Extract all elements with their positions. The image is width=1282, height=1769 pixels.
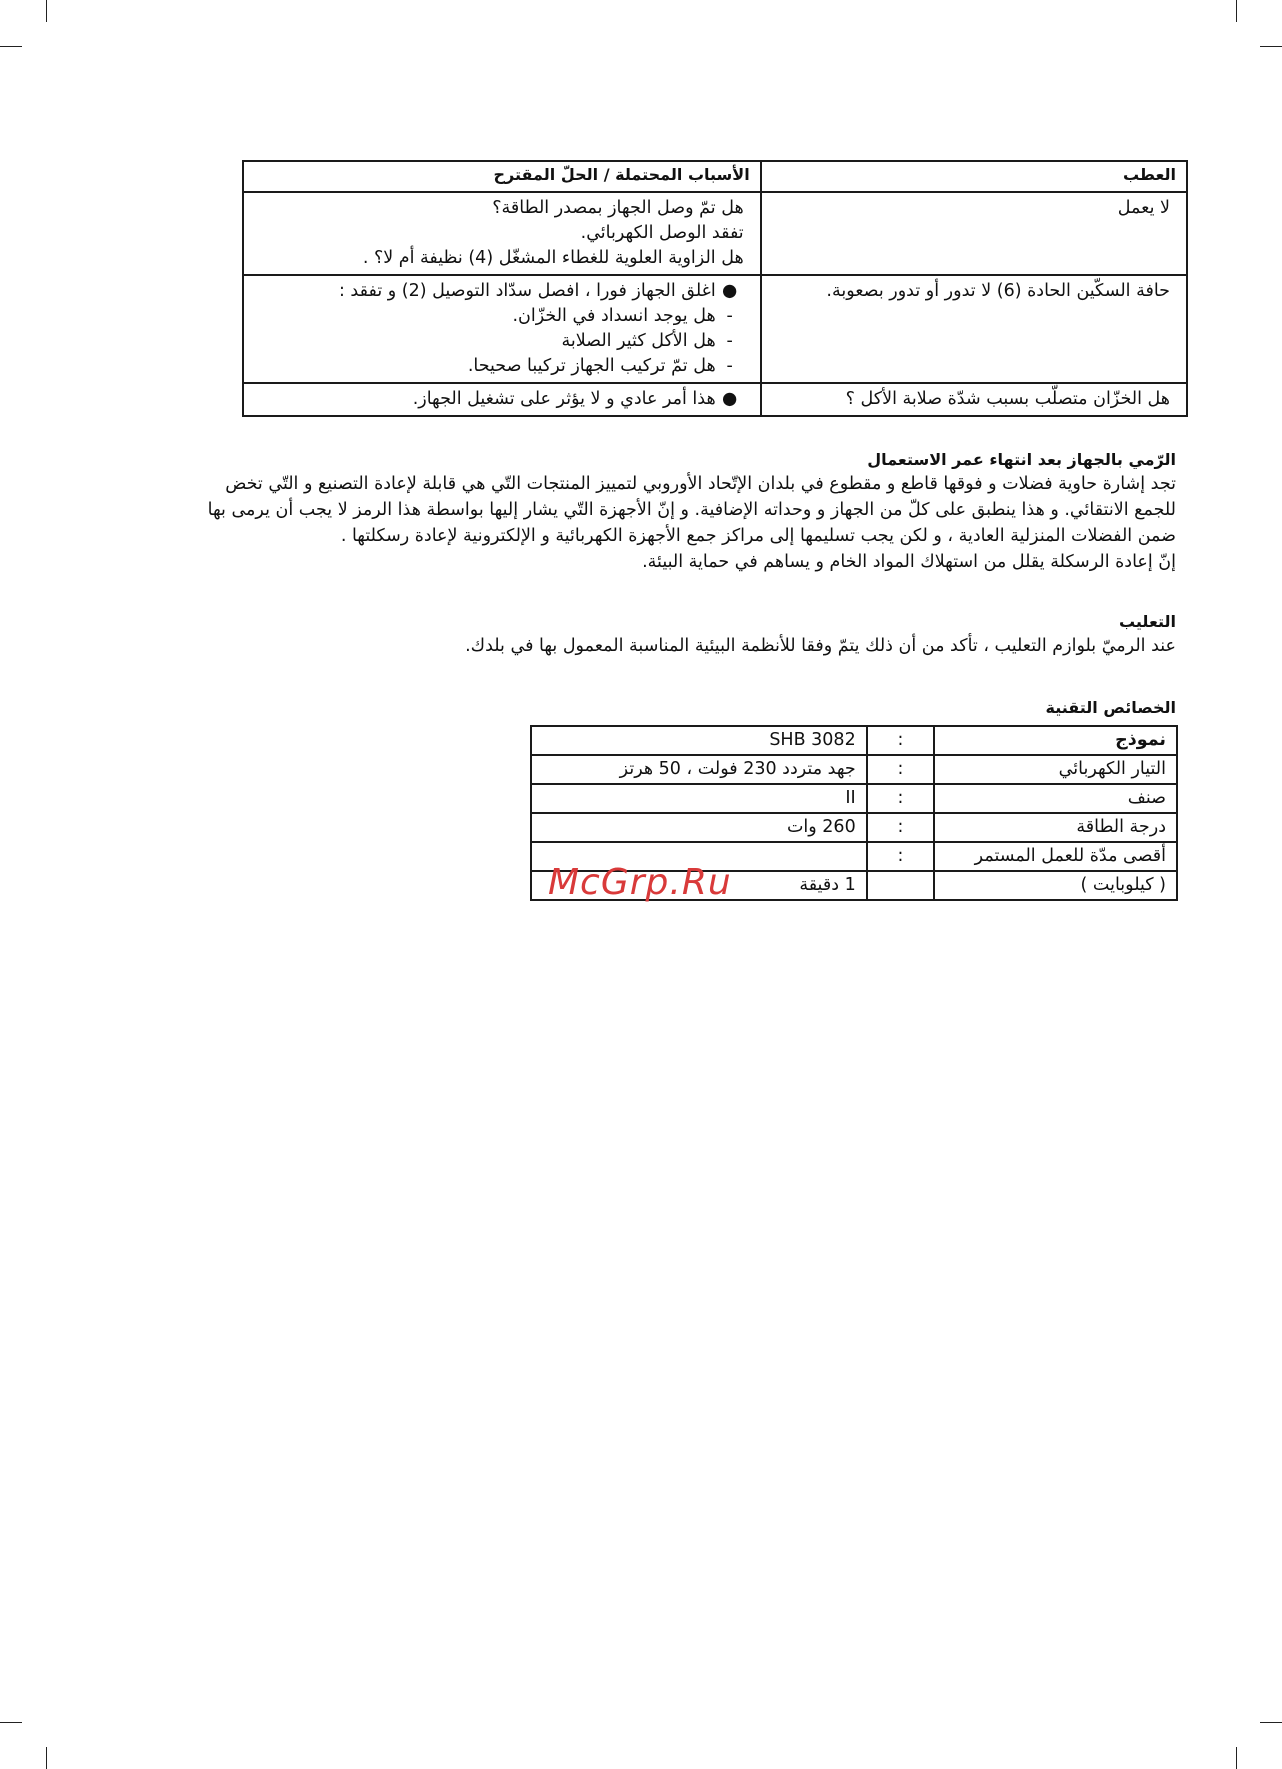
table-row bbox=[243, 383, 1187, 416]
spec-label: أقصى مدّة للعمل المستمر bbox=[934, 842, 1177, 871]
header-problem: العطب bbox=[761, 161, 1187, 192]
solution-line: تفقد الوصل الكهربائي. bbox=[580, 223, 744, 243]
watermark-logo: McGrp.Ru bbox=[548, 862, 732, 903]
dash-text: هل يوجد انسداد في الخزّان. bbox=[512, 306, 716, 326]
bullet-icon: ● bbox=[722, 281, 738, 301]
spec-colon: : bbox=[867, 755, 935, 784]
solution-cell bbox=[243, 275, 761, 383]
spec-colon-empty bbox=[867, 871, 935, 900]
spec-row bbox=[531, 813, 1177, 842]
bullet-icon: ● bbox=[722, 389, 738, 409]
spec-label: نموذج bbox=[934, 726, 1177, 755]
paragraph-line: إنّ إعادة الرسكلة يقلل من استهلاك المواد الخام و يساهم في حماية البيئة. bbox=[642, 552, 1176, 572]
header-solution: الأسباب المحتملة / الحلّ المقترح bbox=[243, 161, 761, 192]
spec-colon: : bbox=[867, 726, 935, 755]
bullet-item bbox=[256, 387, 744, 412]
paragraph-line: للجمع الانتقائي. و هذا ينطبق على كلّ من الجهاز و وحداته الإضافية. و إنّ الأجهزة التّي يشار إليها بواسطة هذا الرمز لا يجب أن يرمى بها bbox=[207, 500, 1176, 520]
problem-cell: حافة السكّين الحادة (6) لا تدور أو تدور بصعوبة. bbox=[761, 275, 1187, 383]
disposal-title: الرّمي بالجهاز بعد انتهاء عمر الاستعمال bbox=[867, 450, 1176, 469]
troubleshooting-table bbox=[242, 160, 1188, 417]
spec-value: II bbox=[531, 784, 867, 813]
spec-colon: : bbox=[867, 842, 935, 871]
spec-value: 260 وات bbox=[531, 813, 867, 842]
disposal-body bbox=[100, 471, 1176, 575]
bullet-item bbox=[256, 279, 744, 304]
dash-text: هل الأكل كثير الصلابة bbox=[561, 331, 716, 351]
solution-line: هل الزاوية العلوية للغطاء المشغّل (4) نظيفة أم لا؟ . bbox=[362, 248, 744, 268]
spec-label: ( كيلوبايت ) bbox=[934, 871, 1177, 900]
dash-text: هل تمّ تركيب الجهاز تركيبا صحيحا. bbox=[467, 356, 716, 376]
spec-row bbox=[531, 755, 1177, 784]
packaging-text: عند الرميّ بلوازم التعليب ، تأكد من أن ذلك يتمّ وفقا للأنظمة البيئية المناسبة المعمول بها في بلدك. bbox=[465, 636, 1176, 656]
problem-cell: لا يعمل bbox=[761, 192, 1187, 275]
solution-cell bbox=[243, 383, 761, 416]
spec-value bbox=[531, 726, 867, 755]
spec-row bbox=[531, 726, 1177, 755]
dash-icon: - bbox=[726, 306, 733, 326]
table-row bbox=[243, 192, 1187, 275]
spec-colon: : bbox=[867, 813, 935, 842]
packaging-section bbox=[200, 612, 1176, 659]
spec-value-text: SHB 3082 bbox=[769, 730, 856, 750]
solution-cell bbox=[243, 192, 761, 275]
spec-value: جهد متردد 230 فولت ، 50 هرتز bbox=[531, 755, 867, 784]
dash-item bbox=[256, 354, 744, 379]
dash-icon: - bbox=[726, 331, 733, 351]
spec-label: درجة الطاقة bbox=[934, 813, 1177, 842]
paragraph-line: تجد إشارة حاوية فضلات و فوقها قاطع و مقطوع في بلدان الإتّحاد الأوروبي لتمييز المنتجات التّي هي قابلة لإعادة التصنيع و التّي تخض bbox=[225, 474, 1176, 494]
packaging-title: التعليب bbox=[1118, 612, 1176, 631]
spec-row bbox=[531, 784, 1177, 813]
spec-colon: : bbox=[867, 784, 935, 813]
bullet-text: اغلق الجهاز فورا ، افصل سدّاد التوصيل (2) و تفقد : bbox=[338, 281, 716, 301]
specs-title: الخصائص التقنية bbox=[1045, 698, 1176, 717]
disposal-section bbox=[100, 450, 1176, 575]
problem-cell: هل الخزّان متصلّب بسبب شدّة صلابة الأكل ؟ bbox=[761, 383, 1187, 416]
dash-item bbox=[256, 329, 744, 354]
solution-line: هل تمّ وصل الجهاز بمصدر الطاقة؟ bbox=[492, 198, 744, 218]
bullet-text: هذا أمر عادي و لا يؤثر على تشغيل الجهاز. bbox=[412, 389, 716, 409]
dash-icon: - bbox=[726, 356, 733, 376]
paragraph-line: ضمن الفضلات المنزلية العادية ، و لكن يجب تسليمها إلى مراكز جمع الأجهزة الكهربائية و الإلكترونية لإعادة رسكلتها . bbox=[340, 526, 1176, 546]
spec-label: صنف bbox=[934, 784, 1177, 813]
table-row bbox=[243, 275, 1187, 383]
table-header-row bbox=[243, 161, 1187, 192]
dash-item bbox=[256, 304, 744, 329]
spec-label: التيار الكهربائي bbox=[934, 755, 1177, 784]
spec-value: 1 دقيقة bbox=[531, 871, 867, 900]
